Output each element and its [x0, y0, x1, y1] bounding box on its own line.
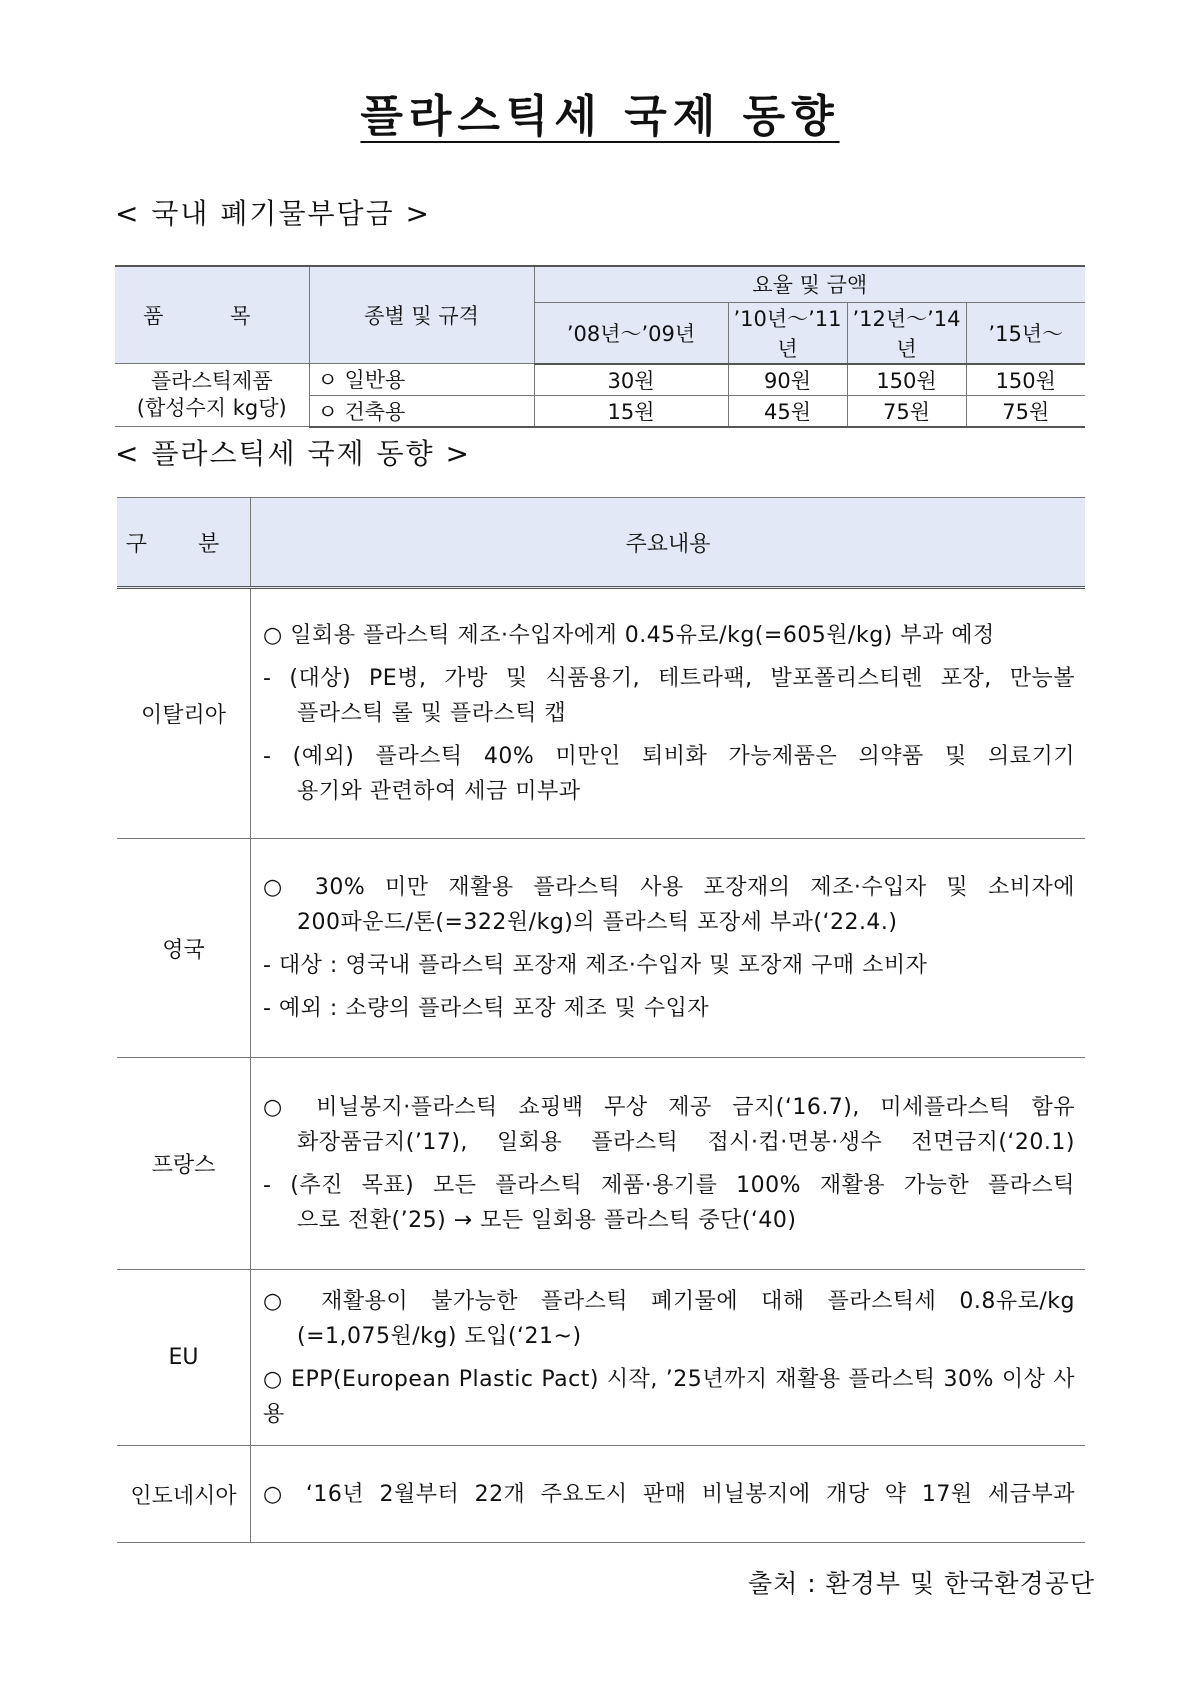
- header-content: 주요내용: [251, 498, 1086, 588]
- section-heading-domestic: < 국내 폐기물부담금 >: [115, 197, 432, 230]
- rate-cell: 75원: [847, 395, 966, 427]
- country-cell: 프랑스: [117, 1058, 251, 1270]
- dash-line: - 대상 : 영국내 플라스틱 포장재 제조·수입자 및 포장재 구매 소비자: [263, 953, 928, 978]
- type-cell: ㅇ 건축용: [309, 395, 534, 427]
- content-cell: [251, 1446, 1086, 1543]
- dash-line-cont: 플라스틱 롤 및 플라스틱 캡: [297, 701, 567, 726]
- bullet-line: ○ 비닐봉지·플라스틱 쇼핑백 무상 제공 금지(‘16.7), 미세플라스틱 함유: [263, 1094, 1075, 1120]
- content-cell: [251, 588, 1086, 839]
- rate-cell: 75원: [966, 395, 1085, 427]
- item-sublabel: (합성수지 kg당): [136, 396, 287, 420]
- rate-cell: 30원: [534, 364, 728, 396]
- table-row-indonesia: [117, 1446, 1085, 1543]
- header-item: 품 목: [115, 266, 309, 364]
- dash-line: - (예외) 플라스틱 40% 미만인 퇴비화 가능제품은 의약품 및 의료기기: [263, 744, 1075, 769]
- bullet-line: ○ 재활용이 불가능한 플라스틱 폐기물에 대해 플라스틱세 0.8유로/kg: [263, 1288, 1075, 1314]
- table-row-france: [117, 1058, 1085, 1270]
- bullet-line: ○ EPP(European Plastic Pact) 시작, ’25년까지 재활용 플라스틱 30% 이상 사용: [263, 1366, 1075, 1427]
- table-row-uk: [117, 839, 1085, 1058]
- bullet-line: ○ 30% 미만 재활용 플라스틱 사용 포장재의 제조·수입자 및 소비자에: [263, 875, 1075, 900]
- header-rate-group: 요율 및 금액: [534, 266, 1085, 302]
- content-cell: [251, 1058, 1086, 1270]
- rate-cell: 150원: [966, 364, 1085, 396]
- page-title: 플라스틱세 국제 동향: [360, 91, 840, 142]
- bullet-line: ○ 일회용 플라스틱 제조·수입자에게 0.45유로/kg(=605원/kg) 부과 예정: [263, 623, 995, 648]
- content-cell: [251, 1270, 1086, 1446]
- header-period: ’08년～’09년: [534, 302, 728, 364]
- rate-cell: 45원: [728, 395, 847, 427]
- table-row-eu: [117, 1270, 1085, 1446]
- international-trends-table: [117, 497, 1085, 1543]
- dash-line: - (대상) PE병, 가방 및 식품용기, 테트라팩, 발포폴리스티렌 포장, 만능볼: [263, 666, 1075, 691]
- dash-line-cont: 으로 전환(’25) → 모든 일회용 플라스틱 중단(‘40): [297, 1207, 797, 1233]
- item-label: 플라스틱제품: [150, 369, 273, 393]
- dash-line: - (추진 목표) 모든 플라스틱 제품·용기를 100% 재활용 가능한 플라스틱: [263, 1172, 1075, 1198]
- dash-line-cont: 용기와 관련하여 세금 미부과: [297, 779, 581, 804]
- rate-cell: 150원: [847, 364, 966, 396]
- country-cell: 영국: [117, 839, 251, 1058]
- bullet-line-cont: 200파운드/톤(=322원/kg)의 플라스틱 포장세 부과(‘22.4.): [297, 910, 898, 935]
- bullet-line: ○ ‘16년 2월부터 22개 주요도시 판매 비닐봉지에 개당 약 17원 세금부과: [263, 1481, 1075, 1507]
- header-period: ’12년～’14년: [847, 302, 966, 364]
- table-row-italy: [117, 588, 1085, 839]
- header-division: 구 분: [117, 498, 251, 588]
- waste-charge-table: [115, 265, 1085, 428]
- dash-line: - 예외 : 소량의 플라스틱 포장 제조 및 수입자: [263, 996, 710, 1021]
- header-period: ’15년～: [966, 302, 1085, 364]
- rate-cell: 15원: [534, 395, 728, 427]
- header-period: ’10년～’11년: [728, 302, 847, 364]
- header-type: 종별 및 규격: [309, 266, 534, 364]
- source-note: 출처 : 환경부 및 한국환경공단: [747, 1569, 1095, 1598]
- section-heading-international: < 플라스틱세 국제 동향 >: [115, 437, 471, 470]
- country-cell: EU: [117, 1270, 251, 1446]
- bullet-line-cont: 화장품금지(’17), 일회용 플라스틱 접시·컵·면봉·생수 전면금지(‘20.1): [297, 1129, 1075, 1155]
- item-cell: [115, 364, 309, 427]
- country-cell: 인도네시아: [117, 1446, 251, 1543]
- content-cell: [251, 839, 1086, 1058]
- bullet-line-cont: (=1,075원/kg) 도입(‘21~): [297, 1323, 582, 1349]
- table-row: [115, 364, 1085, 396]
- type-cell: ㅇ 일반용: [309, 364, 534, 396]
- rate-cell: 90원: [728, 364, 847, 396]
- country-cell: 이탈리아: [117, 588, 251, 839]
